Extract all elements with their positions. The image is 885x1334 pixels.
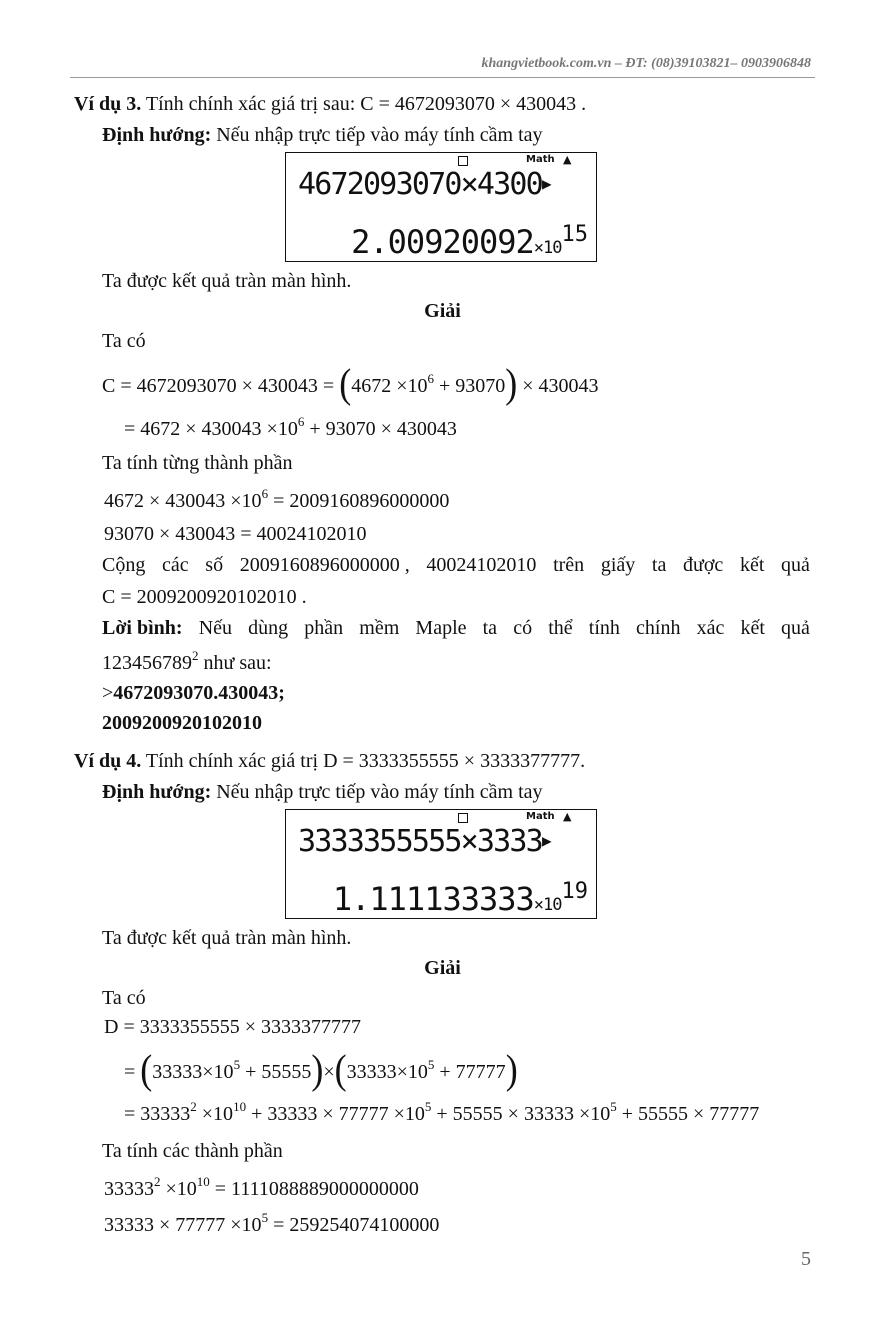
ex3-calc-x10: ×10 (533, 238, 562, 258)
ex4-eq3-d-exp: 5 (610, 1099, 617, 1114)
ex4-ta-co: Ta có (102, 987, 146, 1009)
ex3-lb-exp: 2 (192, 648, 199, 663)
ex4-eq3-c-exp: 5 (424, 1099, 432, 1114)
ex4-eq3-e: + 55555 × 77777 (616, 1103, 760, 1125)
header-site: khangvietbook.com.vn – ĐT: (08)39103821– 0903906848 (481, 56, 811, 71)
ex3-dinh-huong (102, 124, 543, 147)
ex3-overflow-note: Ta được kết quả tràn màn hình. (102, 270, 352, 292)
ex3-cong-w5: trên (553, 554, 585, 576)
ex3-part1-b: = 2009160896000000 (268, 490, 450, 512)
ex3-dinh-huong-label: Định hướng: (102, 124, 212, 146)
ex3-part1 (104, 486, 450, 513)
ex3-lb-w11: kết (740, 617, 765, 639)
ex4-calc-exponent: 19 (561, 879, 588, 904)
ex3-solution-heading: Giải (424, 300, 461, 322)
ex3-cong-w0: Cộng (102, 554, 146, 576)
ex3-calc-mantissa: 2.00920092 (351, 223, 534, 261)
ex3-lb-w6: có (513, 617, 533, 639)
ex4-part1-a-exp: 2 (154, 1174, 161, 1189)
ex4-solution-heading: Giải (424, 957, 461, 979)
ex3-expr: C = 4672093070 × 430043 . (360, 93, 587, 115)
ex3-lb-num: 123456789 (102, 652, 192, 674)
ex3-cong-w9: kết (739, 554, 765, 576)
ex3-cong-w10: quả (781, 554, 810, 576)
ex3-maple-cmd-line (102, 682, 285, 705)
ex3-cong-w7: ta (651, 554, 667, 576)
ex3-lb-w5: ta (482, 617, 498, 639)
right-paren: ) (311, 1046, 324, 1092)
ex3-dinh-huong-text: Nếu nhập trực tiếp vào máy tính cầm tay (211, 124, 543, 146)
ex3-cong-line (102, 554, 810, 577)
ex3-lb-w7: thể (548, 617, 573, 639)
ex4-calc-x10: ×10 (533, 895, 562, 915)
header-rule (70, 77, 815, 78)
ex3-text: Tính chính xác giá trị sau: (141, 93, 361, 115)
ex3-calc-exponent: 15 (561, 222, 588, 247)
ex4-eq2-eq: = (124, 1061, 141, 1083)
ex4-eq3-c: + 33333 × 77777 ×10 (246, 1103, 425, 1125)
ex4-part2 (104, 1210, 440, 1237)
ex3-loi-binh-cont (102, 648, 272, 675)
ex3-calculator-screen (285, 152, 597, 262)
ex4-overflow-note: Ta được kết quả tràn màn hình. (102, 927, 352, 949)
ex4-eq2-b: 33333×10 (346, 1061, 428, 1083)
ex3-eq1-left: C = 4672093070 × 430043 = (102, 375, 340, 397)
ex3-eq2-b: + 93070 × 430043 (304, 418, 457, 440)
ex3-calc-input (298, 167, 552, 202)
ex4-eq3-b: ×10 (196, 1103, 234, 1125)
right-paren: ) (505, 360, 518, 406)
ex3-cong-w1: các (162, 554, 189, 576)
ex3-math-indicator: Math (526, 154, 555, 165)
ex4-math-indicator: Math (526, 811, 555, 822)
ex4-part1-a: 33333 (104, 1178, 154, 1200)
ex3-cong-w8: được (683, 554, 724, 576)
ex4-calc-input-text: 3333355555×3333 (298, 824, 542, 859)
ex3-lb-w12: quả (781, 617, 810, 639)
ex4-up-arrow-icon: ▲ (563, 810, 572, 823)
left-paren: ( (140, 1046, 153, 1092)
ex4-d-indicator-icon (458, 813, 468, 823)
ex4-part1-b: ×10 (160, 1178, 197, 1200)
right-paren: ) (505, 1046, 518, 1092)
ex4-eq3 (124, 1099, 760, 1126)
ex3-loi-binh-label: Lời bình: (102, 617, 183, 639)
ex4-eq3-a-exp: 2 (190, 1099, 197, 1114)
ex3-up-arrow-icon: ▲ (563, 153, 572, 166)
ex3-part1-exp: 6 (261, 486, 269, 501)
ex4-eq2-b-exp: 5 (427, 1057, 435, 1072)
ex4-eq2-b-tail: + 77777 (434, 1061, 506, 1083)
ex3-d-indicator-icon (458, 156, 468, 166)
ex3-maple-prompt: > (102, 682, 114, 704)
ex3-title-line (74, 93, 586, 116)
ex4-part1-c: = 1111088889000000000 (209, 1178, 419, 1200)
ex4-eq2 (124, 1046, 518, 1092)
ex3-right-arrow-icon: ▶ (541, 174, 552, 193)
ex4-part2-exp: 5 (261, 1210, 269, 1225)
ex4-label: Ví dụ 4. (74, 750, 142, 772)
ex3-maple-output: 2009200920102010 (102, 712, 262, 734)
left-paren: ( (339, 360, 352, 406)
ex3-result: C = 2009200920102010 . (102, 586, 307, 608)
left-paren: ( (334, 1046, 347, 1092)
ex3-lb-w9: chính (636, 617, 681, 639)
ex4-title-line (74, 750, 585, 773)
ex3-calc-result (351, 223, 588, 261)
ex3-eq1 (102, 360, 599, 406)
ex3-part2: 93070 × 430043 = 40024102010 (104, 523, 367, 545)
ex4-part2-b: = 259254074100000 (268, 1214, 440, 1236)
ex3-lb-w10: xác (696, 617, 725, 639)
ex3-eq1-inner-a: 4672 ×10 (351, 375, 428, 397)
ex3-lb-w4: Maple (415, 617, 467, 639)
ex4-dinh-huong (102, 781, 543, 804)
ex4-eq2-a-tail: + 55555 (240, 1061, 312, 1083)
ex3-eq2 (124, 414, 457, 441)
ex4-dinh-huong-label: Định hướng: (102, 781, 212, 803)
ex4-part1-b-exp: 10 (196, 1174, 210, 1189)
ex3-ta-co: Ta có (102, 330, 146, 352)
ex4-eq3-a: = 33333 (124, 1103, 191, 1125)
ex4-right-arrow-icon: ▶ (541, 831, 552, 850)
ex4-calc-result (333, 880, 588, 918)
ex3-cong-w6: giấy (600, 554, 636, 576)
ex4-eq2-a-exp: 5 (233, 1057, 241, 1072)
ex3-eq1-exp: 6 (427, 371, 434, 386)
ex3-lb-w2: phần (304, 617, 344, 639)
ex3-eq2-a: = 4672 × 430043 ×10 (124, 418, 298, 440)
ex4-eq1: D = 3333355555 × 3333377777 (104, 1016, 362, 1038)
ex4-part2-a: 33333 × 77777 ×10 (104, 1214, 262, 1236)
ex3-lb-w0: Nếu (198, 617, 233, 639)
ex4-eq2-mid: × (323, 1061, 335, 1083)
ex4-calc-mantissa: 1.111133333 (332, 880, 534, 918)
ex3-eq1-inner-b: + 93070 (433, 375, 506, 397)
ex3-calc-input-text: 4672093070×4300 (298, 167, 542, 202)
ex3-lb-w3: mềm (359, 617, 400, 639)
ex3-eq2-exp: 6 (297, 414, 305, 429)
ex4-calc-input (298, 824, 552, 859)
ex4-part1 (104, 1174, 419, 1201)
ex4-dinh-huong-text: Nếu nhập trực tiếp vào máy tính cầm tay (211, 781, 543, 803)
ex4-expr: D = 3333355555 × 3333377777. (323, 750, 586, 772)
ex4-eq2-a: 33333×10 (152, 1061, 234, 1083)
page-number: 5 (801, 1248, 811, 1270)
ex3-tinh-tung: Ta tính từng thành phần (102, 452, 293, 474)
ex3-cong-w4: 40024102010 (426, 554, 537, 576)
ex4-tinh-cac: Ta tính các thành phần (102, 1140, 283, 1162)
ex3-label: Ví dụ 3. (74, 93, 142, 115)
ex3-cong-w2: số (205, 554, 224, 576)
ex3-loi-binh-line (102, 617, 810, 640)
ex3-maple-cmd: 4672093070.430043; (113, 682, 285, 704)
ex4-eq3-b-exp: 10 (233, 1099, 247, 1114)
ex3-lb-w1: dùng (248, 617, 289, 639)
ex4-calculator-screen (285, 809, 597, 919)
ex4-eq3-d: + 55555 × 33333 ×10 (431, 1103, 611, 1125)
ex3-part1-a: 4672 × 430043 ×10 (104, 490, 262, 512)
ex3-lb-w8: tính (588, 617, 620, 639)
ex3-lb-tail: như sau: (198, 652, 272, 674)
ex3-cong-w3: 2009160896000000 , (239, 554, 410, 576)
ex3-eq1-right: × 430043 (517, 375, 599, 397)
ex4-text: Tính chính xác giá trị (141, 750, 324, 772)
